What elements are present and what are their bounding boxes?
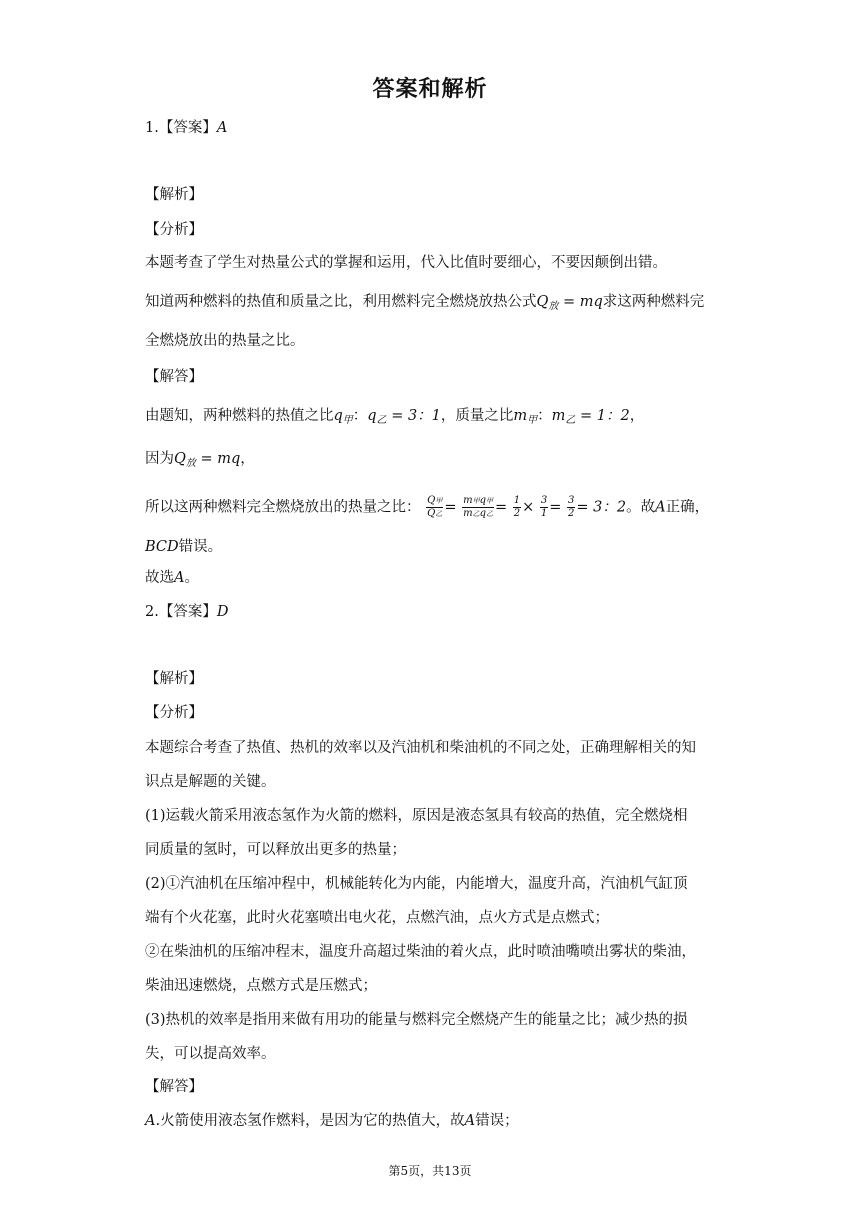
q2-jiexi: 【解析】 <box>145 671 203 687</box>
q1-jieda-line2: 因为$Q_放$ = mq， <box>145 451 255 469</box>
q2-line2: 识点是解题的关键。 <box>145 774 276 790</box>
q2-line7: ②在柴油机的压缩冲程末，温度升高超过柴油的着火点，此时喷油嘴喷出雾状的柴油， <box>145 944 696 960</box>
q1-jieda-line1: 由题知，两种燃料的热值之比$q_甲$：$q_乙 = 3$：1，质量之比$m_甲$：$m_乙 = 1$：2， <box>145 408 645 426</box>
fraction-three: $\frac{3}{1}$ <box>540 495 548 519</box>
q2-line9: (3)热机的效率是指用来做有用功的能量与燃料完全燃烧产生的能量之比；减少热的损 <box>145 1012 688 1028</box>
fraction-mq: $\frac{\text{m甲q甲}}{\text{m乙q乙}}$ <box>463 495 493 519</box>
q1-jiexi: 【解析】 <box>145 187 203 203</box>
q2-jieda: 【解答】 <box>145 1079 203 1095</box>
q2-line3: (1)运载火箭采用液态氢作为火箭的燃料，原因是液态氢具有较高的热值，完全燃烧相 <box>145 808 688 824</box>
q1-jieda-line3: 所以这两种燃料完全燃烧放出的热量之比： $\frac{\text{Q甲}}{\text{Q乙}}$ = $\frac{\text{m甲q甲}}{\text{m乙q乙}}$ = $\frac{1}{2}$ × $\frac{3}{1}$ = $\frac{3}{2}$ = 3：2。故A正确， <box>145 495 710 519</box>
q2-line5: (2)①汽油机在压缩冲程中，机械能转化为内能，内能增大，温度升高，汽油机气缸顶 <box>145 876 688 892</box>
q1-fenxi-line3: 全燃烧放出的热量之比。 <box>145 333 305 349</box>
q2-answer-heading: 2.【答案】D <box>145 604 229 620</box>
page-footer: 第5页，共13页 <box>388 1164 472 1178</box>
q2-line4: 同质量的氢时，可以释放出更多的热量； <box>145 842 406 858</box>
q2-line11: A.火箭使用液态氢作燃料，是因为它的热值大，故A错误； <box>145 1113 519 1129</box>
q1-jieda: 【解答】 <box>145 369 203 385</box>
q1-fenxi: 【分析】 <box>145 222 203 238</box>
q2-line8: 柴油迅速燃烧，点燃方式是压燃式； <box>145 978 377 994</box>
q1-answer-heading: 1.【答案】A <box>145 120 228 136</box>
q2-fenxi: 【分析】 <box>145 705 203 721</box>
q2-line1: 本题综合考查了热值、热机的效率以及汽油机和柴油机的不同之处，正确理解相关的知 <box>145 740 696 756</box>
q1-conclusion: 故选A。 <box>145 570 199 586</box>
q1-jieda-line4: BCD错误。 <box>145 539 223 555</box>
page-title: 答案和解析 <box>372 77 488 102</box>
fraction-half: $\frac{1}{2}$ <box>513 495 521 519</box>
q2-line6: 端有个火花塞，此时火花塞喷出电火花，点燃汽油，点火方式是点燃式； <box>145 910 609 926</box>
q1-fenxi-line2: 知道两种燃料的热值和质量之比，利用燃料完全燃烧放热公式$Q_放$ = mq求这两种燃料完 <box>145 294 705 312</box>
q2-line10: 失，可以提高效率。 <box>145 1046 276 1062</box>
fraction-result: $\frac{3}{2}$ <box>568 495 575 519</box>
fraction-q: $\frac{\text{Q甲}}{\text{Q乙}}$ <box>427 495 443 519</box>
q1-fenxi-line1: 本题考查了学生对热量公式的掌握和运用，代入比值时要细心，不要因颠倒出错。 <box>145 255 667 271</box>
